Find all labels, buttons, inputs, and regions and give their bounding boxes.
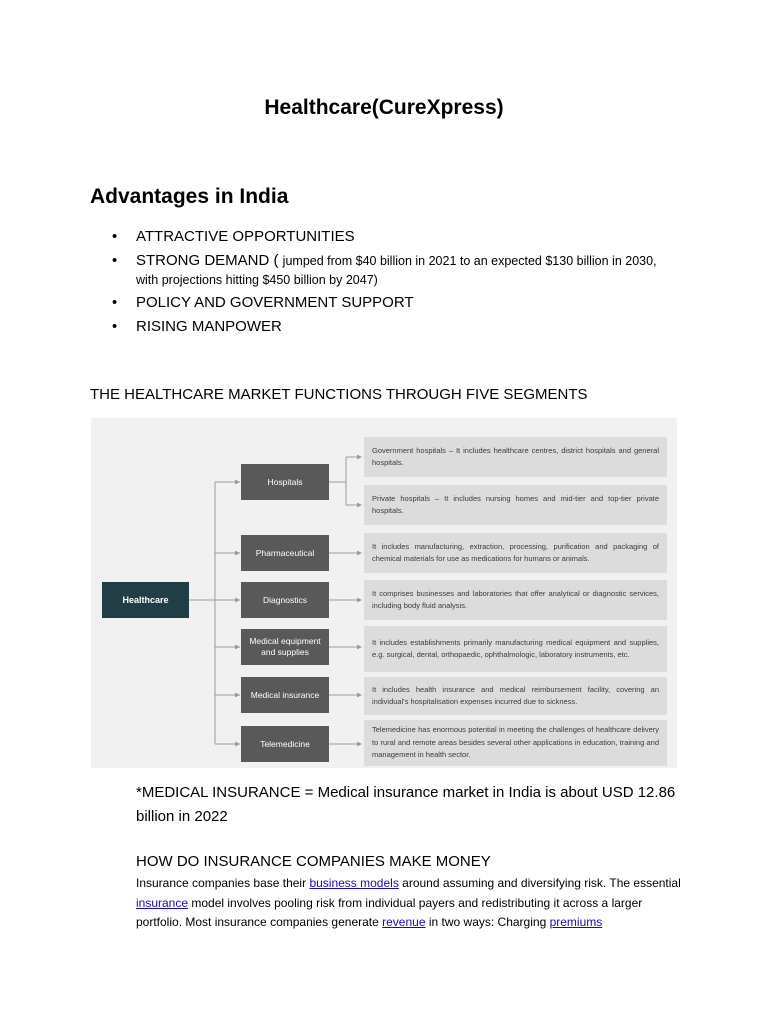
description-diagnostics: [364, 580, 667, 620]
arrow-icon: [235, 742, 240, 747]
insurance-money-paragraph: [136, 874, 681, 933]
segments-heading: THE HEALTHCARE MARKET FUNCTIONS THROUGH FIVE SEGMENTS: [90, 386, 588, 403]
arrow-icon: [357, 645, 362, 650]
bullet-icon: •: [112, 318, 118, 335]
advantages-heading: Advantages in India: [90, 185, 289, 208]
bullet-icon: •: [112, 294, 118, 311]
list-item: [110, 316, 680, 337]
description-pharmaceutical: [364, 533, 667, 573]
link-insurance[interactable]: insurance: [136, 895, 189, 910]
node-pharmaceutical: Pharmaceutical: [241, 535, 329, 571]
arrow-icon: [357, 503, 362, 508]
arrow-icon: [235, 645, 240, 650]
bullet-icon: •: [112, 228, 118, 245]
node-hospitals: Hospitals: [241, 464, 329, 500]
node-diagnostics: Diagnostics: [241, 582, 329, 618]
list-item: [110, 250, 680, 289]
paragraph-text: Insurance companies base their: [136, 876, 310, 890]
advantage-detail-continued: with projections hitting $450 billion by 2047): [136, 273, 378, 287]
medical-insurance-note: *MEDICAL INSURANCE = Medical insurance market in India is about USD 12.86 billion in 2022: [136, 784, 676, 825]
arrow-icon: [357, 551, 362, 556]
node-medical-insurance: Medical insurance: [241, 677, 329, 713]
description-telemedicine: [364, 720, 667, 766]
arrow-icon: [357, 455, 362, 460]
description-text: It includes health insurance and medical reimbursement facility, covering an individual's hospitalisation expenses incurred due to sickness.: [372, 684, 659, 706]
advantages-list: [110, 226, 680, 340]
advantage-detail: jumped from $40 billion in 2021 to an expected $130 billion in 2030,: [282, 254, 657, 268]
node-medical-equipment: Medical equipment and supplies: [241, 629, 329, 665]
description-text: Private hospitals – It includes nursing homes and mid-tier and top-tier private hospitals.: [372, 493, 659, 515]
healthcare-segments-diagram: [91, 418, 677, 768]
arrow-icon: [235, 598, 240, 603]
link-business-models[interactable]: business models: [309, 876, 399, 890]
description-medical-insurance: [364, 677, 667, 715]
description-government-hospitals: [364, 437, 667, 477]
node-telemedicine: Telemedicine: [241, 726, 329, 762]
node-healthcare: Healthcare: [102, 582, 189, 618]
description-text: It comprises businesses and laboratories that offer analytical or diagnostic services, including body fluid analysis.: [372, 588, 659, 610]
description-text: Telemedicine has enormous potential in meeting the challenges of healthcare delivery to rural and remote areas besides several other applications in education, training and management in health sector.: [372, 725, 659, 760]
description-text: It includes establishments primarily manufacturing medical equipment and supplies, e.g. surgical, dental, orthopaedic, ophthalmologic, laboratory instruments, etc.: [372, 637, 659, 659]
advantage-label: RISING MANPOWER: [136, 318, 282, 335]
list-item: [110, 292, 680, 313]
list-item: [110, 226, 680, 247]
paragraph-text: around assuming and diversifying risk. The essential: [398, 876, 681, 890]
description-medical-equipment: [364, 626, 667, 672]
arrow-icon: [357, 693, 362, 698]
link-revenue[interactable]: revenue: [382, 915, 426, 929]
description-text: Government hospitals – It includes healthcare centres, district hospitals and general hospitals.: [372, 445, 659, 467]
link-premiums[interactable]: premiums: [549, 915, 603, 929]
arrow-icon: [235, 693, 240, 698]
arrow-icon: [357, 742, 362, 747]
description-text: It includes manufacturing, extraction, processing, purification and packaging of chemical materials for use as medications for humans or animals.: [372, 541, 659, 563]
page-title: Healthcare(CureXpress): [264, 96, 504, 119]
paragraph-text: in two ways: Charging: [425, 915, 550, 929]
arrow-icon: [357, 598, 362, 603]
advantage-label: ATTRACTIVE OPPORTUNITIES: [136, 228, 355, 245]
advantage-label: POLICY AND GOVERNMENT SUPPORT: [136, 294, 414, 311]
bullet-icon: •: [112, 252, 118, 269]
advantage-label: STRONG DEMAND (: [136, 252, 283, 269]
insurance-money-heading: HOW DO INSURANCE COMPANIES MAKE MONEY: [136, 853, 491, 870]
paragraph-text: model involves pooling risk from individual payers and redistributing it across a larger portfolio. Most insurance companies generate: [136, 895, 643, 929]
arrow-icon: [235, 480, 240, 485]
arrow-icon: [235, 551, 240, 556]
description-private-hospitals: [364, 485, 667, 525]
